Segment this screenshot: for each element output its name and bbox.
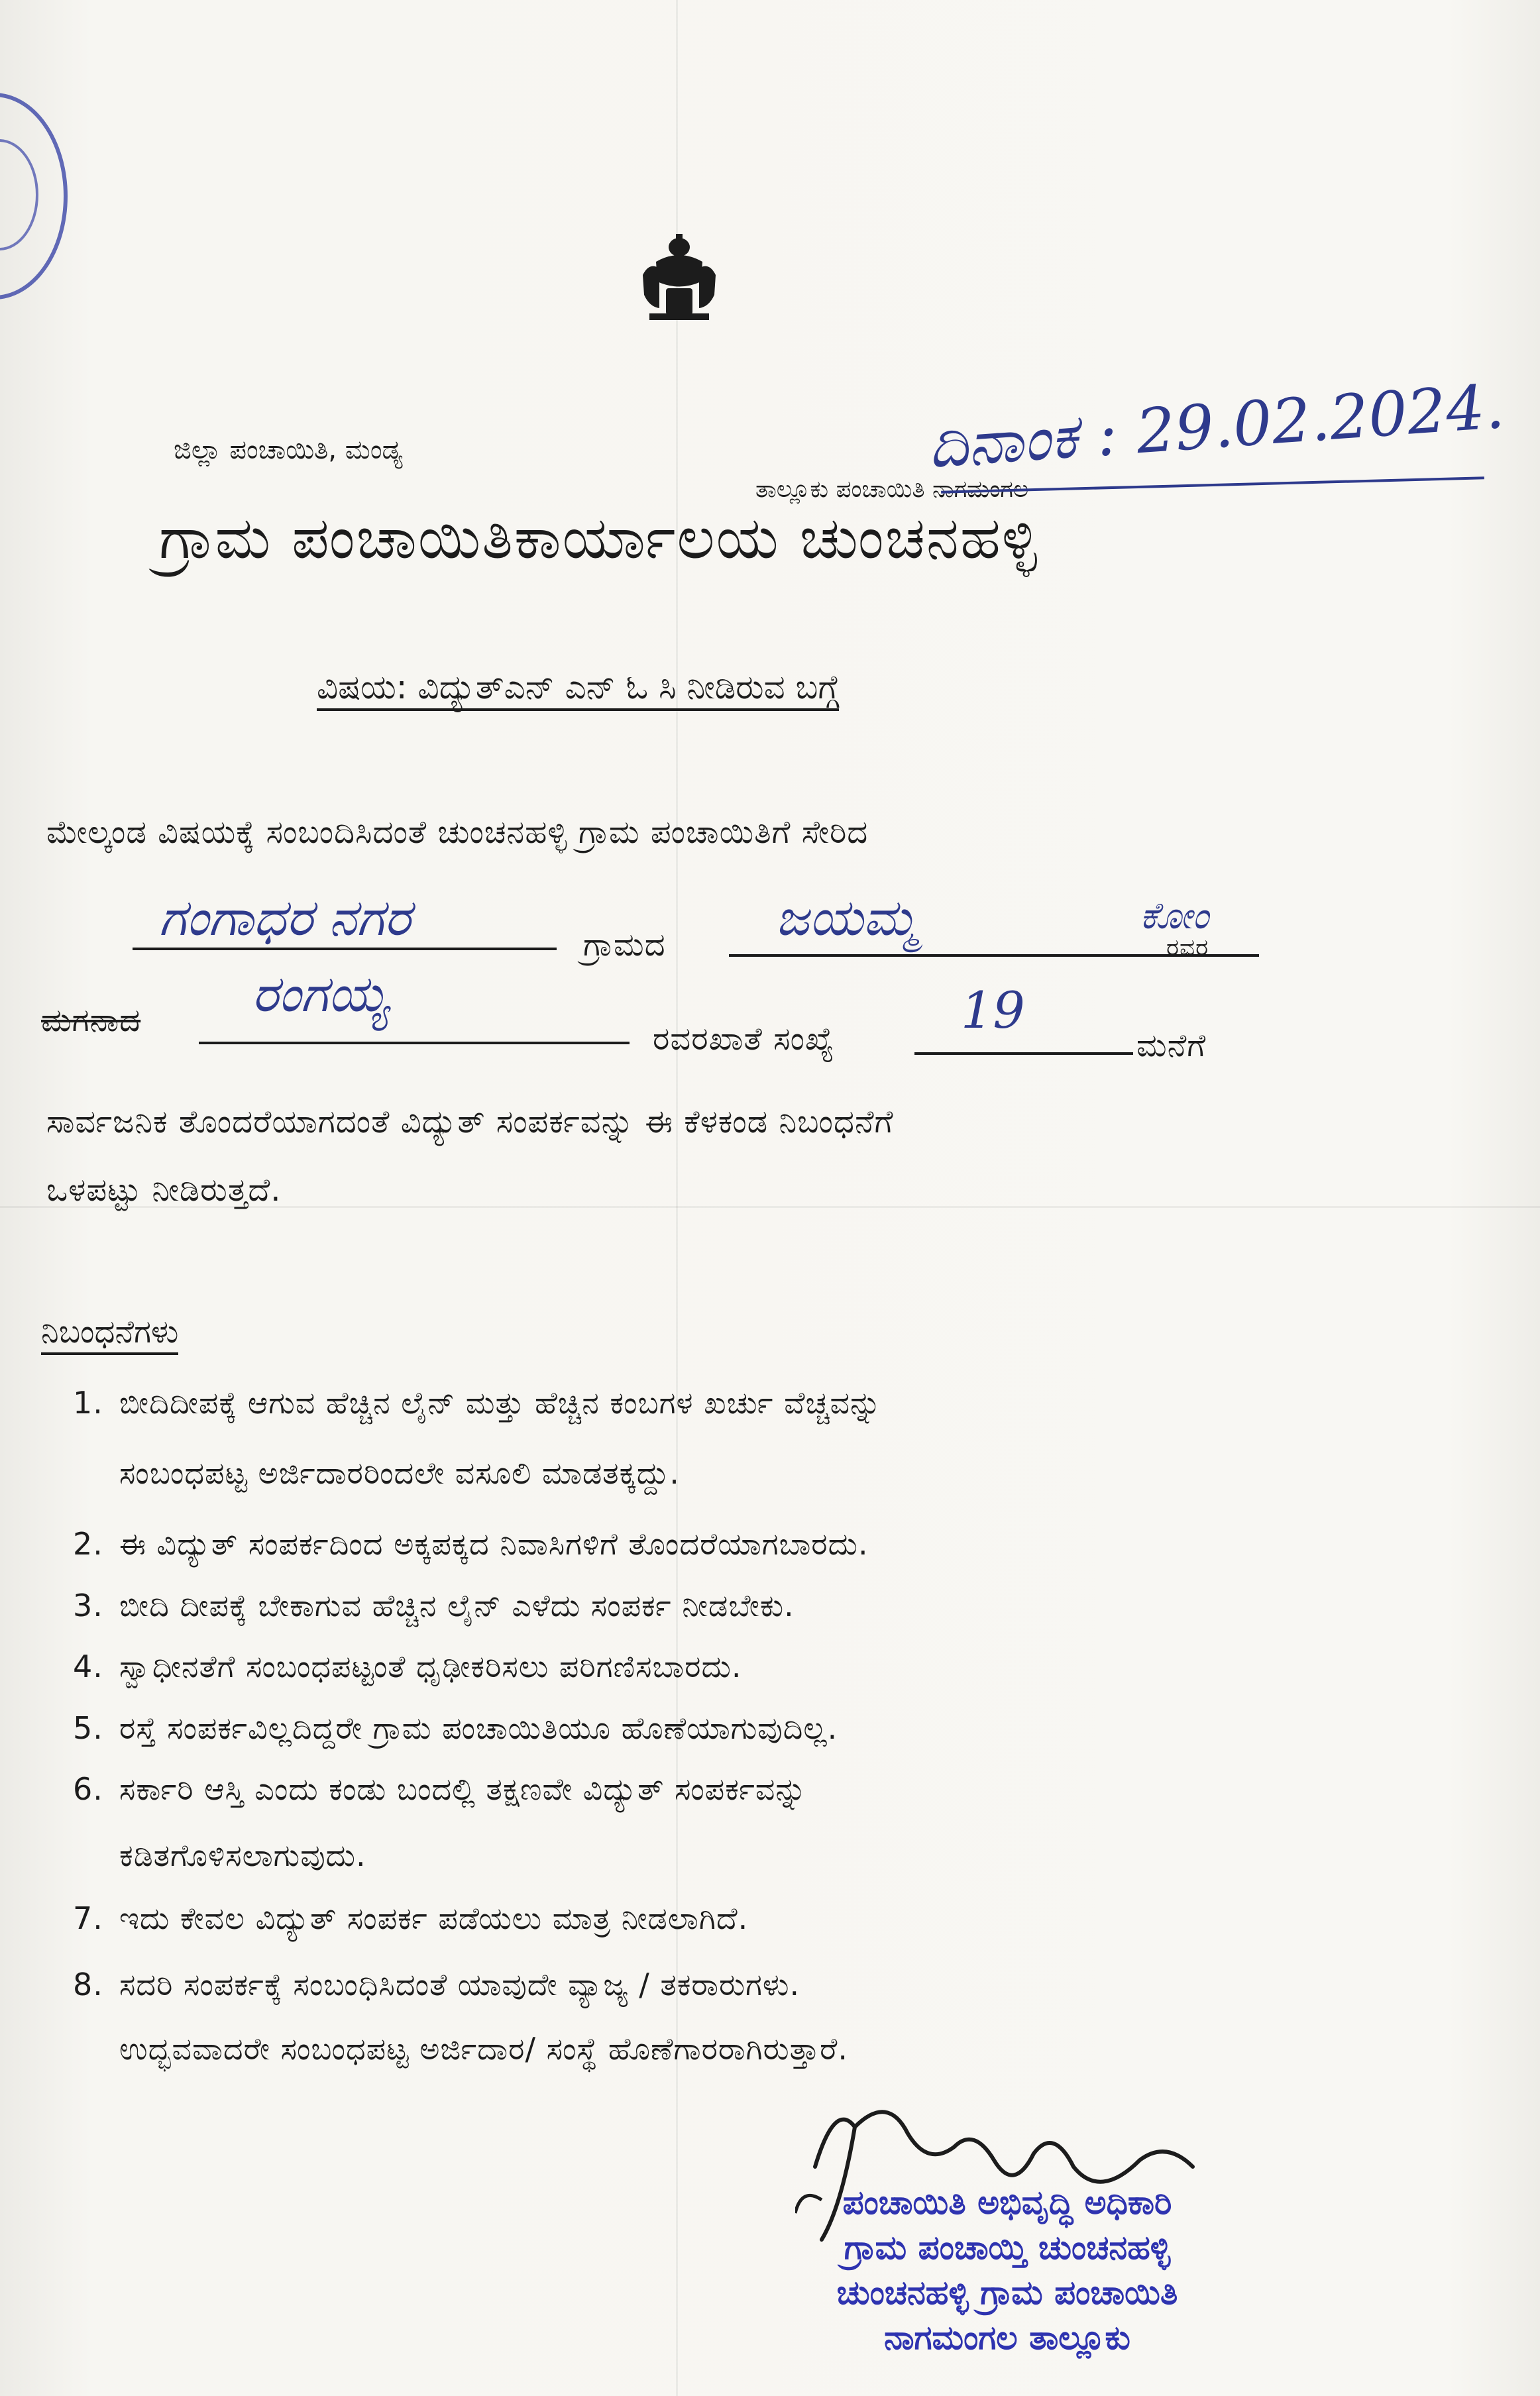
condition-number: 1. xyxy=(73,1385,103,1421)
condition-number: 2. xyxy=(73,1526,103,1562)
body-line-1: ಮೇಲ್ಕಂಡ ವಿಷಯಕ್ಕೆ ಸಂಬಂದಿಸಿದಂತೆ ಚುಂಚನಹಳ್ಳಿ ಗ್ರಾಮ ಪಂಚಾಯಿತಿಗೆ ಸೇರಿದ xyxy=(46,814,869,851)
condition-item xyxy=(73,1637,1464,1696)
subject-line: ವಿಷಯ: ವಿದ್ಯುತ್‌ಎನ್ ಎನ್ ಓ ಸಿ ನೀಡಿರುವ ಬಗ್ಗೆ xyxy=(317,668,839,711)
condition-item xyxy=(73,1888,1464,1948)
office-title: ಗ್ರಾಮ ಪಂಚಾಯಿತಿಕಾರ್ಯಾಲಯ ಚುಂಚನಹಳ್ಳಿ xyxy=(159,504,1039,572)
seal-line-2: ಗ್ರಾಮ ಪಂಚಾಯ್ತಿ ಚುಂಚನಹಳ್ಳಿ xyxy=(844,2228,1171,2267)
father-blank xyxy=(199,1042,630,1044)
officer-seal xyxy=(722,2180,1292,2360)
condition-number: 5. xyxy=(73,1710,103,1746)
village-blank xyxy=(133,948,557,950)
condition-number: 7. xyxy=(73,1900,103,1936)
handwritten-father-name: ರಂಗಯ್ಯ xyxy=(252,964,389,1023)
handwritten-khata-number: 19 xyxy=(961,981,1025,1040)
condition-text-continued: ಉದ್ಭವವಾದರೇ ಸಂಬಂಧಪಟ್ಟ ಅರ್ಜಿದಾರ/ ಸಂಸ್ಥೆ ಹೊಣೆಗಾರರಾಗಿರುತ್ತಾರೆ. xyxy=(119,2031,848,2067)
condition-text: ರಸ್ತೆ ಸಂಪರ್ಕವಿಲ್ಲದಿದ್ದರೇ ಗ್ರಾಮ ಪಂಚಾಯಿತಿಯೂ ಹೊಣೆಯಾಗುವುದಿಲ್ಲ. xyxy=(119,1710,838,1746)
khata-suffix: ಮನೆಗೆ xyxy=(1136,1027,1207,1064)
seal-line-1: ಪಂಚಾಯಿತಿ ಅಭಿವೃದ್ಧಿ ಅಧಿಕಾರಿ xyxy=(842,2183,1172,2222)
condition-text: ಇದು ಕೇವಲ ವಿದ್ಯುತ್ ಸಂಪರ್ಕ ಪಡೆಯಲು ಮಾತ್ರ ನೀಡಲಾಗಿದೆ. xyxy=(119,1900,749,1936)
khata-blank xyxy=(914,1052,1133,1055)
state-emblem-icon xyxy=(630,229,729,328)
seal-line-3: ಚುಂಚನಹಳ್ಳಿ ಗ್ರಾಮ ಪಂಚಾಯಿತಿ xyxy=(836,2273,1178,2312)
district-panchayat-line: ಜಿಲ್ಲಾ ಪಂಚಾಯಿತಿ, ಮಂಡ್ಯ xyxy=(174,435,403,465)
condition-number: 8. xyxy=(73,1967,103,2002)
taluk-panchayat-line: ತಾಲ್ಲೂಕು ಪಂಚಾಯಿತಿ ನಾಗಮಂಗಲ xyxy=(755,476,1029,503)
condition-text: ಸದರಿ ಸಂಪರ್ಕಕ್ಕೆ ಸಂಬಂಧಿಸಿದಂತೆ ಯಾವುದೇ ವ್ಯಾಜ್ಯ / ತಕರಾರುಗಳು. xyxy=(119,1967,800,2002)
body-line-4: ಸಾರ್ವಜನಿಕ ತೊಂದರೆಯಾಗದಂತೆ ವಿದ್ಯುತ್ ಸಂಪರ್ಕವನ್ನು ಈ ಕೆಳಕಂಡ ನಿಬಂಧನೆಗೆ xyxy=(46,1103,894,1140)
body-line-5: ಒಳಪಟ್ಟು ನೀಡಿರುತ್ತದೆ. xyxy=(46,1171,282,1209)
handwritten-name: ಜಯಮ್ಮ xyxy=(775,888,918,947)
condition-text: ಈ ವಿದ್ಯುತ್ ಸಂಪರ್ಕದಿಂದ ಅಕ್ಕಪಕ್ಕದ ನಿವಾಸಿಗಳಿಗೆ ತೊಂದರೆಯಾಗಬಾರದು. xyxy=(119,1526,869,1562)
village-suffix: ಗ್ರಾಮದ xyxy=(583,926,666,963)
relation-printed: ರವರ xyxy=(1166,934,1209,961)
condition-text: ಬೀದಿ ದೀಪಕ್ಕೆ ಬೇಕಾಗುವ ಹೆಚ್ಚಿನ ಲೈನ್ ಎಳೆದು ಸಂಪರ್ಕ ನೀಡಬೇಕು. xyxy=(119,1588,795,1623)
condition-text: ಸ್ವಾಧೀನತೆಗೆ ಸಂಬಂಧಪಟ್ಟಂತೆ ಧೃಢೀಕರಿಸಲು ಪರಿಗಣಿಸಬಾರದು. xyxy=(119,1649,742,1684)
condition-item xyxy=(73,1759,1464,1819)
condition-text: ಬೀದಿದೀಪಕ್ಕೆ ಆಗುವ ಹೆಚ್ಚಿನ ಲೈನ್ ಮತ್ತು ಹೆಚ್ಚಿನ ಕಂಬಗಳ ಖರ್ಚು ವೆಚ್ಚವನ್ನು xyxy=(119,1385,882,1421)
condition-item xyxy=(73,1698,1464,1758)
conditions-heading: ನಿಬಂಧನೆಗಳು xyxy=(41,1313,178,1355)
handwritten-relation: ಕೋಂ xyxy=(1140,895,1209,938)
khata-label: ರವರಖಾತೆ ಸಂಖ್ಯೆ xyxy=(653,1020,835,1058)
seal-line-4: ನಾಗಮಂಗಲ ತಾಲ್ಲೂಕು xyxy=(884,2318,1130,2357)
condition-item xyxy=(73,1514,1464,1574)
handwritten-village: ಗಂಗಾಧರ ನಗರ xyxy=(159,888,411,947)
condition-number: 4. xyxy=(73,1649,103,1684)
condition-text: ಸರ್ಕಾರಿ ಆಸ್ತಿ ಎಂದು ಕಂಡು ಬಂದಲ್ಲಿ ತಕ್ಷಣವೇ ವಿದ್ಯುತ್ ಸಂಪರ್ಕವನ್ನು xyxy=(119,1771,807,1807)
condition-item xyxy=(73,1373,1464,1433)
condition-text-continued: ಸಂಬಂಧಪಟ್ಟ ಅರ್ಜಿದಾರರಿಂದಲೇ ವಸೂಲಿ ಮಾಡತಕ್ಕದ್ದು. xyxy=(119,1455,680,1491)
condition-item xyxy=(73,1576,1464,1635)
condition-number: 3. xyxy=(73,1588,103,1623)
condition-item xyxy=(73,1955,1464,2014)
condition-text-continued: ಕಡಿತಗೊಳಿಸಲಾಗುವುದು. xyxy=(119,1837,366,1873)
struck-relation-word: ಮಗನಾದ xyxy=(41,1002,141,1039)
condition-number: 6. xyxy=(73,1771,103,1807)
handwritten-date: ದಿನಾಂಕ : 29.02.2024. xyxy=(926,370,1507,482)
